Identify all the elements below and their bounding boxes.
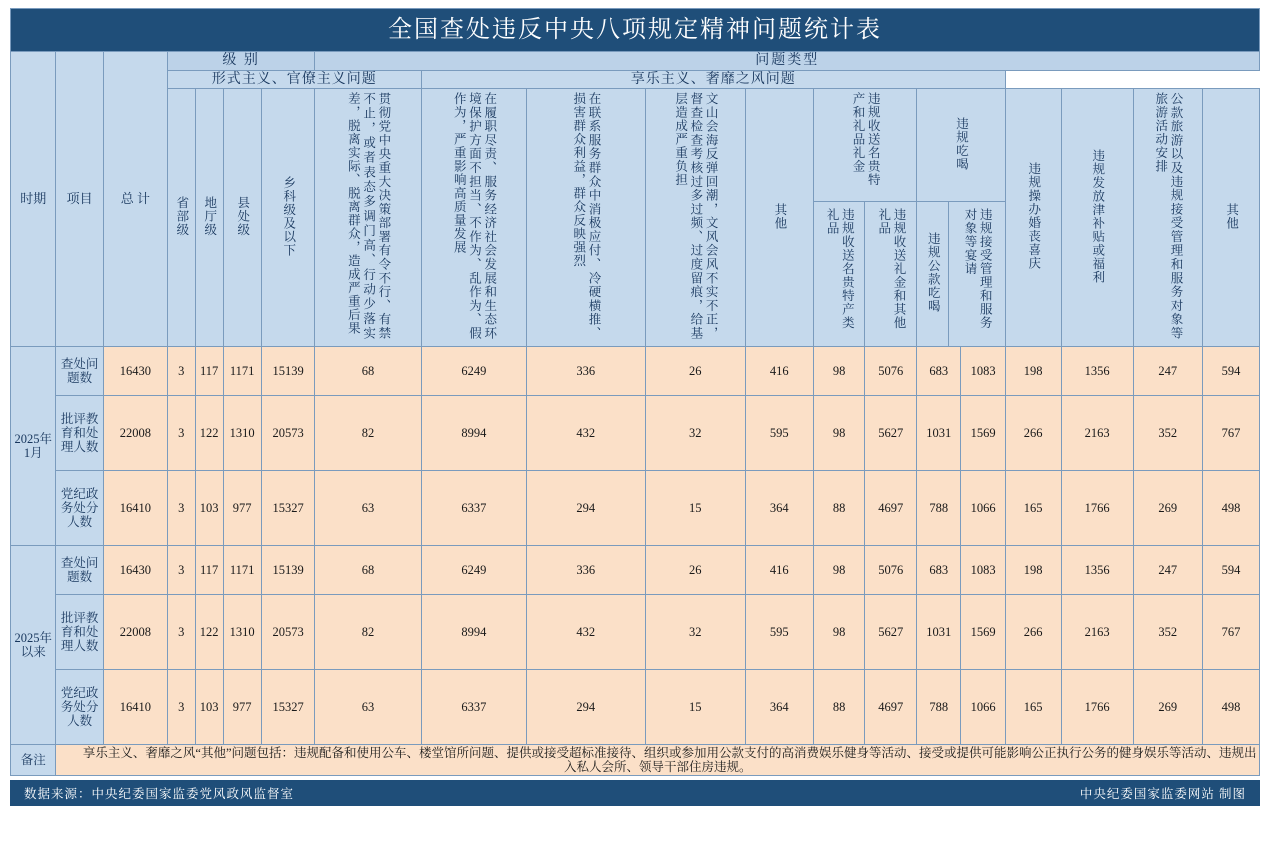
cell-level-1: 3 bbox=[167, 670, 195, 745]
row-item: 查处问题数 bbox=[56, 546, 103, 595]
cell-hedonism-7: 247 bbox=[1133, 347, 1202, 396]
cell-formalism-other: 595 bbox=[745, 595, 813, 670]
cell-formalism-other: 364 bbox=[745, 471, 813, 546]
cell-formalism-4: 26 bbox=[645, 546, 745, 595]
page-title: 全国查处违反中央八项规定精神问题统计表 bbox=[11, 9, 1260, 52]
cell-hedonism-3: 788 bbox=[917, 471, 961, 546]
cell-level-3: 1310 bbox=[223, 396, 261, 471]
cell-formalism-1: 68 bbox=[315, 546, 421, 595]
cell-formalism-1: 82 bbox=[315, 396, 421, 471]
cell-hedonism-6: 2163 bbox=[1061, 595, 1133, 670]
header-group-formalism: 形式主义、官僚主义问题 bbox=[167, 70, 421, 89]
cell-hedonism-4: 1083 bbox=[961, 347, 1005, 396]
cell-formalism-other: 595 bbox=[745, 396, 813, 471]
table-row bbox=[11, 546, 1260, 595]
cell-level-4: 20573 bbox=[261, 396, 315, 471]
cell-formalism-1: 63 bbox=[315, 471, 421, 546]
header-hedonism-col-travel-label: 公款旅游以及违规接受管理和服务对象等旅游活动安排 bbox=[1153, 92, 1184, 341]
footer-source: 数据来源：中央纪委国家监委党风政风监督室 bbox=[24, 787, 295, 802]
cell-level-3: 977 bbox=[223, 670, 261, 745]
cell-hedonism-6: 1356 bbox=[1061, 546, 1133, 595]
header-level-xiangke bbox=[261, 89, 315, 347]
header-hedonism-group-1 bbox=[813, 89, 916, 347]
cell-hedonism-4: 1569 bbox=[961, 595, 1005, 670]
cell-formalism-3: 336 bbox=[526, 546, 645, 595]
header-hedonism-col-wedding bbox=[1005, 89, 1061, 347]
cell-hedonism-5: 198 bbox=[1005, 347, 1061, 396]
header-formalism-col-1-label: 贯彻党中央重大决策部署有令不行、有禁不止，或者表态多调门高、行动少落实差，脱离实际、脱离群众，造成严重后果 bbox=[346, 92, 391, 341]
header-total: 总 计 bbox=[103, 52, 167, 347]
header-formalism-col-3-label: 在联系服务群众中消极应付、冷硬横推、损害群众利益，群众反映强烈 bbox=[571, 92, 602, 341]
cell-level-2: 122 bbox=[195, 595, 223, 670]
cell-hedonism-6: 1766 bbox=[1061, 471, 1133, 546]
cell-total: 22008 bbox=[103, 595, 167, 670]
header-hedonism-col-other bbox=[1202, 89, 1259, 347]
cell-level-2: 103 bbox=[195, 471, 223, 546]
header-hedonism-group-1-label: 违规收送名贵特产和礼品礼金 bbox=[850, 91, 881, 187]
cell-hedonism-other: 767 bbox=[1202, 396, 1259, 471]
cell-level-4: 15327 bbox=[261, 471, 315, 546]
footer-credit: 中央纪委国家监委网站 制图 bbox=[1079, 787, 1246, 802]
cell-hedonism-7: 247 bbox=[1133, 546, 1202, 595]
cell-hedonism-3: 683 bbox=[917, 347, 961, 396]
cell-level-1: 3 bbox=[167, 546, 195, 595]
cell-level-4: 15327 bbox=[261, 670, 315, 745]
cell-hedonism-5: 165 bbox=[1005, 471, 1061, 546]
header-hedonism-sub-2a-label: 违规公款吃喝 bbox=[926, 232, 941, 314]
header-formalism-col-other-label: 其他 bbox=[772, 202, 787, 230]
cell-formalism-3: 294 bbox=[526, 670, 645, 745]
cell-formalism-other: 416 bbox=[745, 347, 813, 396]
note-label: 备注 bbox=[11, 745, 56, 776]
header-group-hedonism: 享乐主义、奢靡之风问题 bbox=[421, 70, 1005, 89]
cell-hedonism-6: 1356 bbox=[1061, 347, 1133, 396]
cell-level-1: 3 bbox=[167, 471, 195, 546]
cell-hedonism-2: 4697 bbox=[865, 471, 917, 546]
cell-formalism-other: 416 bbox=[745, 546, 813, 595]
cell-level-2: 117 bbox=[195, 546, 223, 595]
header-formalism-col-4-label: 文山会海反弹回潮，文风会风不实不正，督查检查考核过多过频、过度留痕，给基层造成严重负担 bbox=[673, 92, 719, 341]
cell-formalism-4: 32 bbox=[645, 396, 745, 471]
cell-hedonism-other: 767 bbox=[1202, 595, 1259, 670]
cell-hedonism-3: 788 bbox=[917, 670, 961, 745]
period-label-2: 2025年以来 bbox=[11, 546, 56, 745]
cell-hedonism-3: 683 bbox=[917, 546, 961, 595]
cell-hedonism-4: 1083 bbox=[961, 546, 1005, 595]
header-hedonism-col-subsidy-label: 违规发放津补贴或福利 bbox=[1090, 148, 1105, 284]
row-item: 批评教育和处理人数 bbox=[56, 595, 103, 670]
header-hedonism-sub-2b-label: 违规接受管理和服务对象等宴请 bbox=[962, 207, 993, 330]
cell-formalism-4: 32 bbox=[645, 595, 745, 670]
row-item: 党纪政务处分人数 bbox=[56, 471, 103, 546]
cell-level-1: 3 bbox=[167, 595, 195, 670]
cell-formalism-2: 8994 bbox=[421, 595, 526, 670]
period-label-1: 2025年1月 bbox=[11, 347, 56, 546]
cell-hedonism-7: 352 bbox=[1133, 595, 1202, 670]
cell-hedonism-5: 266 bbox=[1005, 396, 1061, 471]
cell-hedonism-3: 1031 bbox=[917, 396, 961, 471]
cell-formalism-2: 6337 bbox=[421, 471, 526, 546]
header-level-diting-label: 地厅级 bbox=[202, 196, 217, 237]
table-row bbox=[11, 347, 1260, 396]
cell-hedonism-2: 4697 bbox=[865, 670, 917, 745]
cell-formalism-other: 364 bbox=[745, 670, 813, 745]
cell-hedonism-3: 1031 bbox=[917, 595, 961, 670]
cell-hedonism-1: 88 bbox=[813, 670, 865, 745]
header-level-xianchu bbox=[223, 89, 261, 347]
header-hedonism-col-wedding-label: 违规操办婚丧喜庆 bbox=[1026, 162, 1041, 271]
header-hedonism-sub-1a-label: 违规收送名贵特产类礼品 bbox=[825, 207, 855, 330]
cell-hedonism-other: 594 bbox=[1202, 546, 1259, 595]
cell-hedonism-7: 269 bbox=[1133, 670, 1202, 745]
header-level-xiangke-label: 乡科级及以下 bbox=[281, 175, 296, 257]
cell-total: 16410 bbox=[103, 471, 167, 546]
header-hedonism-col-subsidy bbox=[1061, 89, 1133, 347]
header-formalism-col-4 bbox=[645, 89, 745, 347]
header-level-sheng bbox=[167, 89, 195, 347]
cell-formalism-1: 68 bbox=[315, 347, 421, 396]
cell-formalism-2: 6337 bbox=[421, 670, 526, 745]
header-level-sheng-label: 省部级 bbox=[174, 196, 189, 237]
cell-level-2: 117 bbox=[195, 347, 223, 396]
header-formalism-col-other bbox=[745, 89, 813, 347]
cell-level-3: 1171 bbox=[223, 347, 261, 396]
header-hedonism-sub-1b-label: 违规收送礼金和其他礼品 bbox=[876, 207, 906, 330]
header-hedonism-group-2-label: 违规吃喝 bbox=[954, 116, 969, 171]
note-text: 享乐主义、奢靡之风“其他”问题包括：违规配备和使用公车、楼堂馆所问题、提供或接受超标准接待、组织或参加用公款支付的高消费娱乐健身等活动、接受或提供可能影响公正执行公务的健身娱乐等活动、违规出入私人会所、领导干部住房违规。 bbox=[56, 745, 1260, 776]
cell-formalism-1: 82 bbox=[315, 595, 421, 670]
cell-hedonism-1: 98 bbox=[813, 595, 865, 670]
header-problem-type-group: 问题类型 bbox=[315, 52, 1260, 71]
cell-total: 22008 bbox=[103, 396, 167, 471]
cell-level-4: 15139 bbox=[261, 347, 315, 396]
cell-level-2: 103 bbox=[195, 670, 223, 745]
cell-hedonism-4: 1066 bbox=[961, 670, 1005, 745]
cell-total: 16430 bbox=[103, 546, 167, 595]
header-formalism-col-2-label: 在履职尽责、服务经济社会发展和生态环境保护方面不担当、不作为、乱作为、假作为，严重影响高质量发展 bbox=[452, 92, 497, 341]
cell-hedonism-2: 5076 bbox=[865, 347, 917, 396]
cell-total: 16410 bbox=[103, 670, 167, 745]
cell-formalism-1: 63 bbox=[315, 670, 421, 745]
cell-level-4: 15139 bbox=[261, 546, 315, 595]
table-row bbox=[11, 471, 1260, 546]
cell-formalism-2: 8994 bbox=[421, 396, 526, 471]
cell-level-1: 3 bbox=[167, 347, 195, 396]
header-formalism-col-3 bbox=[526, 89, 645, 347]
cell-hedonism-7: 269 bbox=[1133, 471, 1202, 546]
header-period: 时期 bbox=[11, 52, 56, 347]
cell-hedonism-1: 98 bbox=[813, 396, 865, 471]
cell-hedonism-6: 1766 bbox=[1061, 670, 1133, 745]
cell-level-1: 3 bbox=[167, 396, 195, 471]
header-hedonism-group-2 bbox=[917, 89, 1006, 347]
row-item: 党纪政务处分人数 bbox=[56, 670, 103, 745]
cell-level-4: 20573 bbox=[261, 595, 315, 670]
cell-hedonism-other: 498 bbox=[1202, 471, 1259, 546]
header-level-xianchu-label: 县处级 bbox=[235, 196, 250, 237]
row-item: 批评教育和处理人数 bbox=[56, 396, 103, 471]
cell-level-3: 1171 bbox=[223, 546, 261, 595]
cell-formalism-4: 15 bbox=[645, 471, 745, 546]
header-hedonism-col-travel bbox=[1133, 89, 1202, 347]
cell-level-3: 1310 bbox=[223, 595, 261, 670]
cell-hedonism-5: 165 bbox=[1005, 670, 1061, 745]
cell-hedonism-7: 352 bbox=[1133, 396, 1202, 471]
cell-formalism-3: 294 bbox=[526, 471, 645, 546]
cell-hedonism-1: 98 bbox=[813, 347, 865, 396]
statistics-table bbox=[10, 8, 1260, 776]
cell-hedonism-other: 498 bbox=[1202, 670, 1259, 745]
table-row bbox=[11, 396, 1260, 471]
cell-hedonism-other: 594 bbox=[1202, 347, 1259, 396]
cell-hedonism-5: 198 bbox=[1005, 546, 1061, 595]
footer-bar bbox=[10, 780, 1260, 806]
cell-formalism-3: 432 bbox=[526, 595, 645, 670]
cell-hedonism-1: 88 bbox=[813, 471, 865, 546]
cell-formalism-2: 6249 bbox=[421, 546, 526, 595]
cell-level-2: 122 bbox=[195, 396, 223, 471]
header-level-group: 级 别 bbox=[167, 52, 315, 71]
cell-hedonism-5: 266 bbox=[1005, 595, 1061, 670]
cell-hedonism-4: 1569 bbox=[961, 396, 1005, 471]
header-level-diting bbox=[195, 89, 223, 347]
cell-hedonism-6: 2163 bbox=[1061, 396, 1133, 471]
cell-level-3: 977 bbox=[223, 471, 261, 546]
cell-formalism-3: 336 bbox=[526, 347, 645, 396]
header-item: 项目 bbox=[56, 52, 103, 347]
header-formalism-col-1 bbox=[315, 89, 421, 347]
cell-hedonism-2: 5627 bbox=[865, 396, 917, 471]
cell-hedonism-2: 5627 bbox=[865, 595, 917, 670]
cell-formalism-4: 26 bbox=[645, 347, 745, 396]
cell-hedonism-2: 5076 bbox=[865, 546, 917, 595]
cell-formalism-2: 6249 bbox=[421, 347, 526, 396]
header-formalism-col-2 bbox=[421, 89, 526, 347]
cell-formalism-3: 432 bbox=[526, 396, 645, 471]
cell-total: 16430 bbox=[103, 347, 167, 396]
row-item: 查处问题数 bbox=[56, 347, 103, 396]
cell-hedonism-1: 98 bbox=[813, 546, 865, 595]
header-hedonism-col-other-label: 其他 bbox=[1224, 202, 1239, 230]
note-row bbox=[11, 745, 1260, 776]
cell-formalism-4: 15 bbox=[645, 670, 745, 745]
table-row bbox=[11, 670, 1260, 745]
table-row bbox=[11, 595, 1260, 670]
cell-hedonism-4: 1066 bbox=[961, 471, 1005, 546]
